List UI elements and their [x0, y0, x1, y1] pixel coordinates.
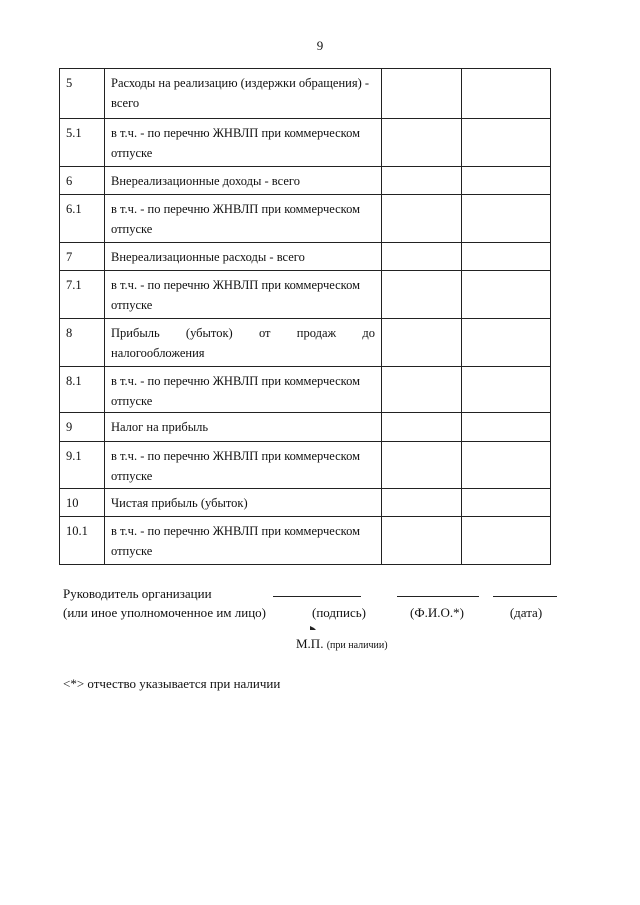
row-number: 8 [60, 319, 105, 367]
row-value-2 [462, 69, 551, 119]
signature-caption: (подпись) [312, 605, 366, 620]
row-number: 5 [60, 69, 105, 119]
row-number: 6 [60, 167, 105, 195]
row-value-2 [462, 489, 551, 517]
row-value-1 [382, 319, 462, 367]
table-row [60, 367, 551, 413]
name-line [397, 596, 479, 597]
row-value-1 [382, 271, 462, 319]
stamp-note: (при наличии) [326, 640, 388, 651]
name-caption: (Ф.И.О.*) [410, 605, 464, 620]
table-row [60, 243, 551, 271]
date-line [493, 596, 557, 597]
row-number: 7 [60, 243, 105, 271]
row-label: в т.ч. - по перечню ЖНВЛП при коммерческом отпуске [105, 195, 382, 243]
row-label: в т.ч. - по перечню ЖНВЛП при коммерческом отпуске [105, 442, 382, 489]
table-row [60, 489, 551, 517]
table-row [60, 195, 551, 243]
row-value-2 [462, 243, 551, 271]
signature-line [273, 596, 361, 597]
report-table [59, 68, 551, 565]
table-row [60, 517, 551, 565]
signature-role-line-1: Руководитель организации [63, 586, 212, 601]
row-value-2 [462, 413, 551, 442]
row-label: Чистая прибыль (убыток) [105, 489, 382, 517]
row-value-1 [382, 195, 462, 243]
row-value-1 [382, 167, 462, 195]
row-label: Внереализационные расходы - всего [105, 243, 382, 271]
row-number: 7.1 [60, 271, 105, 319]
row-value-2 [462, 271, 551, 319]
row-label: Прибыль (убыток) от продаж до налогообложения [105, 319, 382, 367]
table-row [60, 167, 551, 195]
row-value-1 [382, 517, 462, 565]
row-value-2 [462, 517, 551, 565]
signature-role-line-2: (или иное уполномоченное им лицо) [63, 605, 267, 620]
signature-role-label [63, 584, 266, 622]
table-row [60, 119, 551, 167]
row-value-1 [382, 69, 462, 119]
row-label: Внереализационные доходы - всего [105, 167, 382, 195]
page-number: 9 [316, 38, 324, 53]
row-value-1 [382, 119, 462, 167]
stamp-label: М.П. [296, 636, 324, 651]
row-value-2 [462, 442, 551, 489]
row-value-1 [382, 413, 462, 442]
row-label: в т.ч. - по перечню ЖНВЛП при коммерческом отпуске [105, 367, 382, 413]
row-number: 6.1 [60, 195, 105, 243]
row-value-1 [382, 442, 462, 489]
row-number: 8.1 [60, 367, 105, 413]
row-label: в т.ч. - по перечню ЖНВЛП при коммерческом отпуске [105, 517, 382, 565]
table-row [60, 413, 551, 442]
row-value-2 [462, 167, 551, 195]
row-number: 9 [60, 413, 105, 442]
row-value-1 [382, 489, 462, 517]
table-row [60, 271, 551, 319]
row-number: 10 [60, 489, 105, 517]
row-number: 5.1 [60, 119, 105, 167]
footnote: <*> отчество указывается при наличии [63, 676, 281, 691]
table-row [60, 442, 551, 489]
date-caption: (дата) [509, 605, 543, 620]
row-label: Налог на прибыль [105, 413, 382, 442]
row-value-2 [462, 367, 551, 413]
row-value-2 [462, 119, 551, 167]
row-value-2 [462, 195, 551, 243]
stamp-placeholder [296, 636, 388, 652]
row-number: 9.1 [60, 442, 105, 489]
row-label: в т.ч. - по перечню ЖНВЛП при коммерческом отпуске [105, 271, 382, 319]
row-value-1 [382, 243, 462, 271]
stamp-mark-icon [309, 625, 317, 631]
row-number: 10.1 [60, 517, 105, 565]
row-label: Расходы на реализацию (издержки обращения) - всего [105, 69, 382, 119]
row-label: в т.ч. - по перечню ЖНВЛП при коммерческом отпуске [105, 119, 382, 167]
table-row [60, 319, 551, 367]
row-value-2 [462, 319, 551, 367]
row-value-1 [382, 367, 462, 413]
table-row [60, 69, 551, 119]
